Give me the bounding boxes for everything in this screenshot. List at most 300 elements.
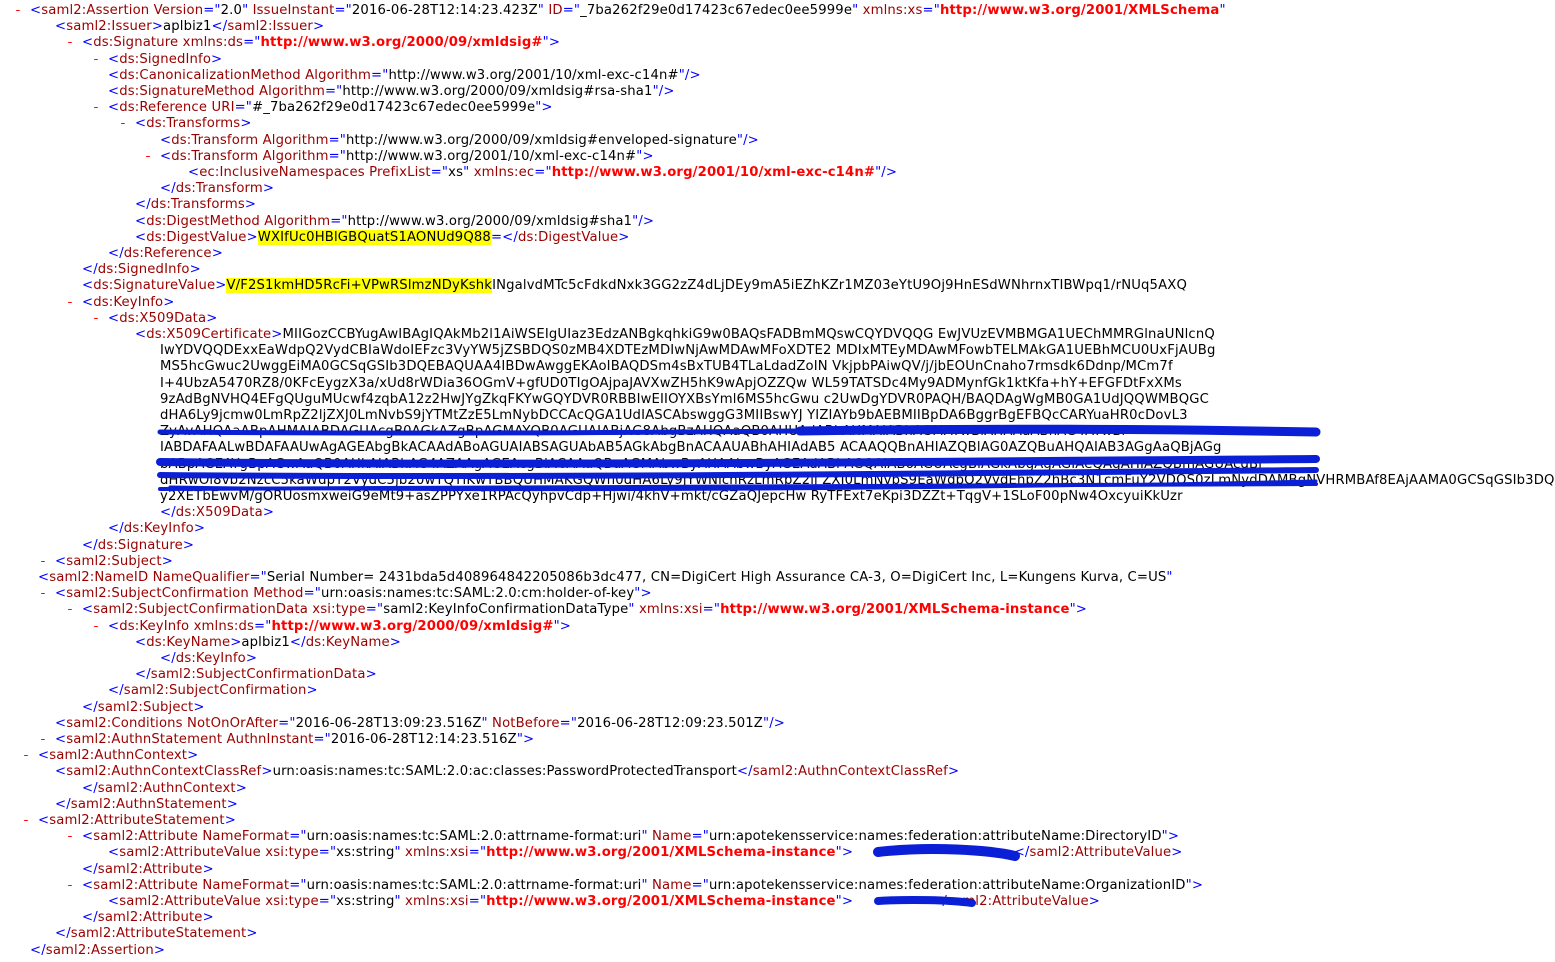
collapse-toggle[interactable]: - bbox=[144, 148, 153, 164]
xml-tag-name: saml2:AttributeValue bbox=[1029, 845, 1172, 861]
xml-attribute-name: Version bbox=[149, 3, 204, 18]
xml-tag-name: ds:Reference bbox=[119, 100, 208, 116]
xml-tag-name: ds:Reference bbox=[123, 246, 212, 261]
xml-line bbox=[160, 473, 1555, 489]
xml-punctuation: < bbox=[82, 877, 94, 893]
xml-text-content: ZyAvAHQAaABpAHMAIABDAGUAcgB0AGkAZgBpAGMAYQB0AGUAIABjAG8AbgBzAHQAaQB0AHUAdABl AHMAIABhAGMAYwBlAHAAdABhAG4AYwBl bbox=[160, 424, 1126, 440]
xml-punctuation: > bbox=[215, 278, 227, 294]
xml-punctuation: =" bbox=[534, 165, 552, 180]
xml-attribute-name: PrefixList bbox=[364, 165, 431, 180]
xml-punctuation: "/> bbox=[736, 132, 759, 148]
xml-punctuation: "> bbox=[634, 586, 652, 602]
xml-punctuation: < bbox=[55, 764, 67, 780]
xml-line bbox=[160, 440, 1222, 456]
xml-punctuation: =" bbox=[203, 3, 221, 18]
highlighted-text: V/F2S1kmHD5RcFi+VPwRSlmzNDyKshk bbox=[226, 278, 493, 294]
xml-line bbox=[66, 602, 1087, 618]
xml-punctuation: < bbox=[55, 715, 67, 731]
xml-namespace-uri: http://www.w3.org/2000/09/xmldsig# bbox=[260, 35, 543, 51]
xml-attribute-name: xmlns:ec bbox=[469, 165, 535, 180]
xml-attribute-value: 2016-06-28T12:09:23.501Z bbox=[577, 715, 763, 731]
collapse-toggle[interactable]: - bbox=[66, 877, 75, 893]
xml-attribute-value: Serial Number= 2431bda5d408964842205086b3dc477, CN=DigiCert High Assurance CA-3, O=DigiCert Inc, L=Kungens Kurva, C=US bbox=[266, 570, 1167, 585]
xml-punctuation: < bbox=[30, 3, 42, 18]
xml-line bbox=[108, 246, 223, 262]
xml-line bbox=[39, 732, 535, 748]
collapse-toggle[interactable]: - bbox=[66, 602, 75, 618]
xml-attribute-value: urn:oasis:names:tc:SAML:2.0:cm:holder-of-key bbox=[321, 586, 635, 602]
xml-tag-name: ds:Transform bbox=[171, 132, 259, 148]
xml-punctuation: < bbox=[82, 294, 94, 310]
xml-line bbox=[188, 165, 897, 181]
xml-punctuation: "/> bbox=[678, 67, 701, 83]
xml-punctuation: < bbox=[160, 132, 172, 148]
xml-punctuation: =" bbox=[330, 213, 348, 229]
xml-text-content: urn:oasis:names:tc:SAML:2.0:ac:classes:PasswordProtectedTransport bbox=[272, 764, 737, 780]
xml-text-content: aplbiz1 bbox=[163, 19, 212, 35]
xml-punctuation: </ bbox=[289, 634, 306, 650]
xml-punctuation: > bbox=[163, 294, 175, 310]
xml-line bbox=[82, 862, 214, 878]
highlighted-text: WXIfUc0HBlGBQuatS1AONUd9Q88 bbox=[257, 229, 491, 245]
xml-line bbox=[108, 683, 318, 699]
xml-text-content: dHRwOi8vb2NzcC5kaWdpY2VydC5jb20wTQYIKwYBBQUHMAKGQWh0dHA6Ly9jYWNlcnRzLmRpZ2lj ZXJ0LmNvbS9EaWdpQ2VydEhpZ2hBc3N1cmFuY2VDQS0zLmNydDAMBgNVHRMBAf8EAjAAMA0GCSqGSIb3DQ bbox=[160, 472, 1555, 488]
xml-tag-name: ds:KeyName bbox=[146, 634, 231, 650]
xml-punctuation: < bbox=[160, 148, 172, 164]
xml-punctuation: " bbox=[394, 845, 401, 861]
xml-punctuation: " bbox=[628, 602, 635, 618]
xml-tag-name: ds:SignedInfo bbox=[97, 262, 190, 278]
xml-line bbox=[22, 748, 199, 764]
xml-punctuation: > bbox=[246, 229, 258, 245]
xml-punctuation: " bbox=[242, 3, 249, 18]
xml-attribute-name: Algorithm bbox=[258, 148, 329, 164]
xml-punctuation: "> bbox=[835, 894, 854, 909]
xml-punctuation: =" bbox=[334, 3, 352, 18]
xml-punctuation: > bbox=[365, 667, 377, 683]
xml-line bbox=[108, 84, 675, 100]
xml-line bbox=[55, 716, 785, 732]
xml-line bbox=[160, 392, 1209, 408]
xml-attribute-name: Algorithm bbox=[254, 84, 325, 99]
xml-punctuation: </ bbox=[108, 521, 124, 537]
xml-punctuation: </ bbox=[160, 181, 176, 197]
xml-punctuation: < bbox=[82, 829, 94, 845]
xml-punctuation: =</ bbox=[490, 229, 518, 245]
xml-line bbox=[92, 100, 553, 116]
xml-text-content: bABpAGEAYgBpAGwAaQB0AHkAIABhAG4AZAAgAGEAcgBlACAAaQBuAGMAbwByAHAAbwByAGEAdABl AGQAIABoAGUAcgBlAGkAbgAgAGIAeQAgAHIAZQBmAGUAcgBl bbox=[160, 456, 1263, 472]
xml-tag-name: ds:Transforms bbox=[146, 116, 241, 132]
xml-tag-name: saml2:Subject bbox=[66, 553, 162, 569]
xml-punctuation: < bbox=[108, 84, 120, 99]
xml-line bbox=[144, 148, 654, 165]
xml-punctuation: "> bbox=[535, 100, 553, 116]
collapse-toggle[interactable]: - bbox=[92, 100, 101, 116]
xml-punctuation: " bbox=[852, 3, 859, 18]
xml-punctuation: </ bbox=[736, 764, 753, 780]
xml-line bbox=[82, 700, 205, 716]
xml-tag-name: saml2:Subject bbox=[97, 699, 194, 715]
xml-punctuation: > bbox=[1171, 845, 1183, 861]
xml-punctuation: =" bbox=[328, 148, 346, 164]
xml-punctuation: =" bbox=[289, 877, 307, 893]
xml-tag-name: ds:DigestValue bbox=[517, 229, 619, 245]
xml-tag-name: saml2:Attribute bbox=[97, 910, 203, 926]
xml-tag-name: saml2:Attribute bbox=[97, 861, 203, 877]
xml-punctuation: < bbox=[135, 229, 147, 245]
xml-punctuation: < bbox=[55, 732, 67, 747]
xml-line bbox=[160, 376, 1182, 392]
xml-attribute-value: xs:string bbox=[336, 845, 395, 861]
xml-line bbox=[66, 829, 1180, 845]
xml-attribute-value: 2.0 bbox=[220, 3, 243, 18]
xml-attribute-name: xmlns:ds bbox=[189, 618, 255, 634]
xml-attribute-name: ID bbox=[544, 3, 563, 18]
xml-punctuation: > bbox=[202, 910, 214, 926]
xml-tag-name: ds:X509Data bbox=[119, 310, 207, 326]
xml-namespace-uri: http://www.w3.org/2001/10/xml-exc-c14n# bbox=[551, 165, 876, 180]
xml-text-content: aplbiz1 bbox=[241, 634, 290, 650]
xml-punctuation: =" bbox=[328, 132, 346, 148]
xml-attribute-name: xsi:type bbox=[260, 845, 319, 861]
xml-line bbox=[92, 618, 571, 635]
collapse-toggle[interactable]: - bbox=[22, 813, 31, 828]
xml-punctuation: > bbox=[226, 796, 238, 812]
xml-text-content: MS5hcGwuc2UwggEiMA0GCSqGSIb3DQEBAQUAA4IBDwAwggEKAoIBAQDSm4sBxTUB4TLaLdadZoIN VkjpbPAiwQV/j/jbEOUnCnaho7rmsdk6Ddnp/MCm7f bbox=[160, 359, 1173, 375]
xml-punctuation: </ bbox=[211, 19, 228, 35]
xml-attribute-name: Algorithm bbox=[259, 213, 331, 229]
xml-punctuation: =" bbox=[249, 570, 267, 585]
xml-punctuation: </ bbox=[82, 699, 98, 715]
xml-punctuation: =" bbox=[922, 3, 940, 18]
xml-punctuation: > bbox=[182, 537, 195, 553]
xml-punctuation: " bbox=[1219, 3, 1226, 18]
xml-attribute-value: http://www.w3.org/2000/09/xmldsig#enveloped-signature bbox=[346, 132, 737, 148]
xml-tag-name: ds:DigestMethod bbox=[146, 213, 260, 229]
xml-tag-name: ds:KeyName bbox=[305, 634, 390, 650]
xml-tag-name: saml2:Assertion bbox=[45, 942, 154, 958]
xml-line bbox=[66, 35, 561, 51]
xml-tag-name: saml2:SubjectConfirmationData bbox=[150, 667, 366, 683]
xml-punctuation: > bbox=[193, 699, 205, 715]
xml-punctuation: </ bbox=[108, 246, 124, 261]
xml-attribute-value: http://www.w3.org/2000/09/xmldsig#rsa-sha1 bbox=[342, 84, 653, 99]
xml-tag-name: saml2:AuthnContextClassRef bbox=[752, 764, 948, 780]
xml-punctuation: " bbox=[394, 894, 401, 909]
xml-punctuation: " bbox=[1166, 570, 1173, 585]
xml-punctuation: > bbox=[153, 942, 166, 958]
xml-punctuation: > bbox=[306, 683, 318, 699]
xml-attribute-name: NotBefore bbox=[487, 715, 560, 731]
xml-tag-name: ds:Transform bbox=[175, 181, 263, 197]
xml-punctuation: > bbox=[244, 197, 257, 213]
xml-tag-name: ds:Signature bbox=[97, 537, 183, 553]
xml-attribute-value: 2016-06-28T13:09:23.516Z bbox=[295, 715, 482, 731]
xml-punctuation: =" bbox=[468, 894, 487, 909]
xml-tag-name: ds:DigestValue bbox=[146, 229, 247, 245]
xml-text-content: IwYDVQQDExxEaWdpQ2VydCBIaWdoIEFzc3VyYW5jZSBDQS0zMB4XDTEzMDIwNjAwMDAwMFoXDTE2 MDIxMTEyMDAwMFowbTELMAkGA1UEBhMCU0UxFjAUBg bbox=[160, 343, 1216, 359]
xml-punctuation: > bbox=[151, 19, 164, 35]
xml-punctuation: < bbox=[108, 845, 120, 861]
collapse-toggle[interactable]: - bbox=[39, 553, 48, 569]
xml-punctuation: > bbox=[206, 310, 218, 326]
xml-punctuation: > bbox=[211, 51, 223, 67]
xml-punctuation: </ bbox=[82, 537, 98, 553]
xml-tag-name: saml2:AttributeStatement bbox=[49, 813, 225, 828]
xml-attribute-name: Algorithm bbox=[258, 132, 329, 148]
xml-text-content: INgalvdMTc5cFdkdNxk3GG2zZ4dLjDEy9mA5iEZhKZr1MZ03eYtU9Oj9HnESdWNhrnxTIBWpq1/rNUq5AXQ bbox=[492, 278, 1187, 294]
xml-attribute-name: xmlns:xsi bbox=[400, 894, 469, 909]
xml-punctuation: =" bbox=[254, 618, 272, 634]
xml-punctuation: > bbox=[187, 748, 199, 764]
xml-line bbox=[30, 943, 165, 959]
collapse-toggle[interactable]: - bbox=[39, 586, 48, 602]
xml-line bbox=[82, 278, 1187, 294]
xml-punctuation: < bbox=[108, 310, 120, 326]
xml-text-content bbox=[853, 894, 931, 909]
xml-namespace-uri: http://www.w3.org/2000/09/xmldsig# bbox=[271, 618, 554, 634]
xml-line bbox=[108, 894, 1100, 910]
xml-tag-name: saml2:NameID bbox=[49, 570, 149, 585]
xml-punctuation: =" bbox=[702, 602, 721, 618]
xml-punctuation: > bbox=[271, 327, 283, 342]
xml-tag-name: saml2:Issuer bbox=[227, 19, 313, 35]
xml-line bbox=[82, 262, 201, 278]
xml-line bbox=[92, 310, 218, 327]
xml-line bbox=[82, 538, 194, 554]
xml-tag-name: ds:X509Data bbox=[175, 505, 263, 521]
xml-punctuation: "> bbox=[516, 732, 535, 747]
xml-punctuation: "/> bbox=[652, 84, 675, 99]
xml-tag-name: saml2:Issuer bbox=[66, 19, 152, 35]
xml-punctuation: "> bbox=[835, 845, 854, 861]
xml-tag-name: saml2:AttributeValue bbox=[119, 845, 261, 861]
xml-punctuation: < bbox=[188, 165, 200, 180]
xml-attribute-value: urn:apotekensservice:names:federation:attributeName:DirectoryID bbox=[708, 829, 1162, 845]
xml-punctuation: < bbox=[108, 100, 120, 116]
xml-attribute-name: NameFormat bbox=[197, 829, 290, 845]
xml-line bbox=[135, 635, 401, 651]
xml-attribute-value: saml2:KeyInfoConfirmationDataType bbox=[383, 602, 629, 618]
xml-line bbox=[92, 51, 223, 68]
xml-punctuation: < bbox=[82, 602, 94, 618]
xml-punctuation: </ bbox=[1013, 845, 1030, 861]
xml-attribute-value: #_7ba262f29e0d17423c67edec0ee5999e bbox=[252, 100, 536, 116]
xml-punctuation: < bbox=[55, 19, 67, 35]
xml-punctuation: < bbox=[82, 35, 94, 51]
xml-tag-name: ds:CanonicalizationMethod bbox=[119, 67, 301, 83]
xml-line bbox=[160, 489, 1183, 505]
xml-punctuation: > bbox=[618, 229, 630, 245]
collapse-toggle[interactable]: - bbox=[14, 3, 23, 18]
xml-line bbox=[66, 877, 1204, 894]
xml-line bbox=[39, 586, 652, 602]
xml-text-content bbox=[853, 845, 1014, 860]
xml-punctuation: < bbox=[55, 586, 67, 602]
collapse-toggle[interactable]: - bbox=[66, 35, 75, 51]
xml-punctuation: < bbox=[38, 748, 50, 764]
xml-punctuation: > bbox=[261, 764, 273, 780]
xml-punctuation: < bbox=[108, 51, 120, 67]
xml-tag-name: ds:KeyInfo bbox=[175, 651, 246, 666]
xml-attribute-name: Name bbox=[647, 829, 692, 845]
xml-tag-name: saml2:SubjectConfirmation bbox=[66, 586, 249, 602]
collapse-toggle[interactable]: - bbox=[119, 116, 128, 132]
xml-punctuation: =" bbox=[559, 715, 578, 731]
xml-tag-name: saml2:Attribute bbox=[93, 877, 198, 893]
xml-punctuation: > bbox=[246, 926, 258, 942]
collapse-toggle[interactable]: - bbox=[92, 618, 101, 634]
xml-line bbox=[160, 457, 1262, 473]
xml-punctuation: </ bbox=[82, 262, 98, 278]
xml-line bbox=[55, 926, 258, 942]
xml-punctuation: "/> bbox=[875, 165, 898, 180]
collapse-toggle[interactable]: - bbox=[92, 51, 101, 67]
xml-text-content: y2XETbEwvM/gORUosmxweiG9eMt9+asZPPYxe1RPAcQyhpvCdp+Hjwi/4khV+mkt/cGZaQJepcHw RyTFExt7eKpi3DZZt+TqgV+1SLoF00pNw4OxcyuiKkUzr bbox=[160, 489, 1183, 504]
xml-punctuation: < bbox=[135, 213, 147, 229]
xml-tag-name: ds:Signature bbox=[93, 35, 179, 51]
xml-namespace-uri: http://www.w3.org/2001/XMLSchema-instance bbox=[486, 894, 836, 909]
xml-line bbox=[82, 910, 214, 926]
xml-attribute-name: xsi:type bbox=[307, 602, 366, 618]
xml-punctuation: > bbox=[193, 521, 206, 537]
xml-attribute-name: xsi:type bbox=[260, 894, 319, 909]
xml-tag-name: saml2:AttributeValue bbox=[947, 894, 1089, 909]
xml-punctuation: < bbox=[38, 570, 50, 585]
xml-tag-name: ds:KeyInfo bbox=[119, 618, 190, 634]
xml-line bbox=[55, 19, 324, 35]
xml-line bbox=[135, 230, 630, 246]
xml-tag-name: saml2:Assertion bbox=[41, 3, 150, 18]
xml-punctuation: </ bbox=[160, 505, 176, 521]
xml-punctuation: > bbox=[312, 19, 325, 35]
xml-tag-name: ec:InclusiveNamespaces bbox=[199, 165, 365, 180]
xml-line bbox=[135, 667, 377, 683]
xml-attribute-value: http://www.w3.org/2001/10/xml-exc-c14n# bbox=[346, 148, 637, 164]
xml-punctuation: </ bbox=[55, 926, 71, 942]
xml-punctuation: " bbox=[641, 829, 648, 845]
xml-text-content: dHA6Ly9jcmw0LmRpZ2ljZXJ0LmNvbS9jYTMtZzE5LmNybDCCAcQGA1UdIASCAbswggG3MIIBswYJ YIZIAYb9bAEBMIIBpDA6BggrBgEFBQcCARYuaHR0cDovL3 bbox=[160, 408, 1188, 423]
xml-punctuation: </ bbox=[108, 683, 124, 699]
xml-line bbox=[160, 343, 1215, 359]
xml-attribute-name: xmlns:ds bbox=[178, 35, 244, 51]
xml-punctuation: > bbox=[235, 780, 247, 796]
xml-punctuation: > bbox=[389, 634, 401, 650]
xml-punctuation: "> bbox=[636, 148, 654, 164]
xml-punctuation: =" bbox=[303, 586, 321, 602]
xml-line bbox=[22, 813, 236, 829]
xml-punctuation: > bbox=[947, 764, 960, 780]
xml-punctuation: =" bbox=[468, 845, 487, 861]
xml-line bbox=[160, 424, 1125, 440]
xml-punctuation: </ bbox=[931, 894, 948, 909]
xml-attribute-value: http://www.w3.org/2001/10/xml-exc-c14n# bbox=[388, 67, 679, 83]
xml-tag-name: ds:KeyInfo bbox=[93, 294, 164, 310]
xml-punctuation: < bbox=[82, 278, 94, 294]
xml-punctuation: > bbox=[202, 861, 214, 877]
xml-attribute-name: NameFormat bbox=[197, 877, 290, 893]
xml-line bbox=[14, 3, 1226, 19]
xml-punctuation: " bbox=[641, 877, 648, 893]
xml-punctuation: =" bbox=[313, 732, 331, 747]
xml-punctuation: =" bbox=[289, 829, 307, 845]
xml-text-content: IABDAFAALwBDAFAAUwAgAGEAbgBkACAAdABoAGUAIABSAGUAbAB5AGkAbgBnACAAUABhAHIAdAB5 ACAAQQBnAHIAZQBlAG0AZQBuAHQAIAB3AGgAaQBjAGg bbox=[160, 440, 1222, 456]
xml-tag-name: saml2:AuthnContext bbox=[97, 780, 236, 796]
xml-attribute-value: 2016-06-28T12:14:23.516Z bbox=[330, 732, 517, 747]
collapse-toggle[interactable]: - bbox=[66, 294, 75, 310]
xml-namespace-uri: http://www.w3.org/2001/XMLSchema bbox=[939, 3, 1220, 18]
xml-punctuation: " bbox=[463, 165, 470, 180]
collapse-toggle[interactable]: - bbox=[66, 829, 75, 845]
xml-punctuation: "> bbox=[1161, 829, 1180, 845]
xml-line bbox=[108, 521, 205, 537]
xml-namespace-uri: http://www.w3.org/2001/XMLSchema-instance bbox=[486, 845, 836, 861]
xml-punctuation: "/> bbox=[632, 213, 655, 229]
xml-punctuation: =" bbox=[318, 845, 337, 861]
xml-punctuation: </ bbox=[55, 796, 71, 812]
xml-line bbox=[66, 294, 175, 311]
xml-tag-name: ds:SignatureValue bbox=[93, 278, 216, 294]
xml-punctuation: > bbox=[262, 181, 275, 197]
xml-tag-name: saml2:AuthnContextClassRef bbox=[66, 764, 262, 780]
xml-tag-name: saml2:AuthnStatement bbox=[70, 796, 227, 812]
xml-punctuation: =" bbox=[278, 715, 296, 731]
xml-attribute-name: xmlns:xs bbox=[858, 3, 923, 18]
xml-line bbox=[38, 570, 1173, 586]
xml-line bbox=[160, 359, 1173, 375]
xml-attribute-name: Name bbox=[647, 877, 692, 893]
xml-text-content: 9zAdBgNVHQ4EFgQUguMUcwf4zqbA12z2HwJYgZkqFKYwGQYDVR0RBBIwEIIOYXBsYml6MS5hcGwu c2UwDgYDVR0PAQH/BAQDAgWgMB0GA1UdJQQWMBQGC bbox=[160, 391, 1209, 407]
xml-tag-name: ds:KeyInfo bbox=[123, 521, 194, 537]
xml-punctuation: > bbox=[240, 116, 252, 132]
xml-line bbox=[108, 68, 701, 84]
xml-line bbox=[55, 764, 959, 780]
collapse-toggle[interactable]: - bbox=[22, 748, 31, 764]
xml-punctuation: < bbox=[135, 634, 147, 650]
xml-tag-name: saml2:Attribute bbox=[93, 829, 198, 845]
xml-punctuation: =" bbox=[365, 602, 384, 618]
xml-punctuation: </ bbox=[135, 667, 151, 683]
xml-attribute-name: Method bbox=[248, 586, 304, 602]
xml-tag-name: saml2:SubjectConfirmation bbox=[123, 683, 307, 699]
xml-punctuation: </ bbox=[82, 861, 98, 877]
xml-line bbox=[160, 408, 1188, 424]
xml-punctuation: < bbox=[55, 553, 67, 569]
xml-attribute-value: xs:string bbox=[336, 894, 395, 909]
xml-tag-name: saml2:Conditions bbox=[66, 715, 183, 731]
xml-attribute-name: NameQualifier bbox=[148, 570, 250, 585]
xml-tag-name: ds:X509Certificate bbox=[146, 327, 272, 342]
xml-tag-name: saml2:AttributeValue bbox=[119, 894, 261, 909]
collapse-toggle[interactable]: - bbox=[39, 732, 48, 747]
xml-attribute-name: AuthnInstant bbox=[222, 732, 314, 747]
xml-attribute-name: xmlns:xsi bbox=[400, 845, 469, 861]
xml-line bbox=[160, 651, 257, 667]
xml-punctuation: </ bbox=[160, 651, 176, 666]
xml-attribute-value: _7ba262f29e0d17423c67edec0ee5999e bbox=[580, 3, 853, 18]
xml-punctuation: < bbox=[108, 67, 120, 83]
xml-attribute-value: xs bbox=[448, 165, 464, 180]
xml-punctuation: > bbox=[1088, 894, 1100, 909]
collapse-toggle[interactable]: - bbox=[92, 310, 101, 326]
xml-line bbox=[135, 327, 1215, 343]
xml-attribute-value: urn:oasis:names:tc:SAML:2.0:attrname-format:uri bbox=[306, 877, 642, 893]
xml-punctuation: "> bbox=[553, 618, 571, 634]
xml-line bbox=[135, 214, 654, 230]
xml-punctuation: "> bbox=[1069, 602, 1087, 618]
xml-text-content: MIIGozCCBYugAwIBAgIQAkMb2l1AiWSEIgUIaz3EdzANBgkqhkiG9w0BAQsFADBmMQswCQYDVQQG EwJVUzEVMBMGA1UEChMMRGlnaUNlcnQ bbox=[282, 327, 1215, 342]
xml-punctuation: "> bbox=[1185, 877, 1204, 893]
